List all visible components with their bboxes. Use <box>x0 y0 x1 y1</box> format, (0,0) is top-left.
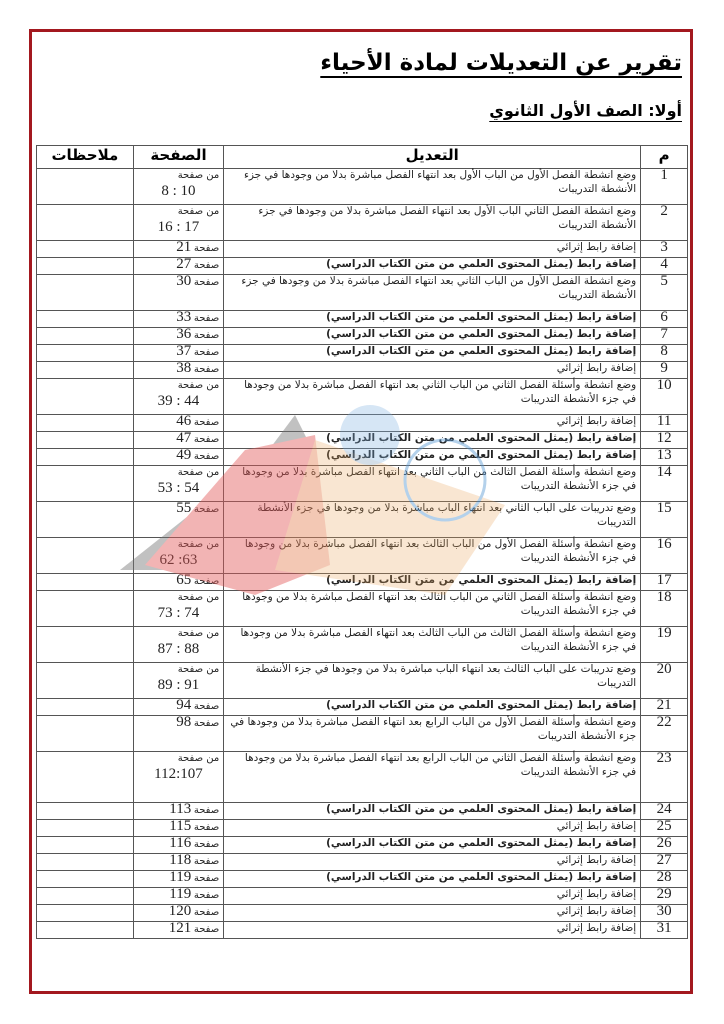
row-number: 17 <box>641 574 688 591</box>
row-number: 21 <box>641 699 688 716</box>
page-number: 54 : 53 <box>157 479 200 496</box>
row-notes <box>37 905 134 922</box>
row-notes <box>37 345 134 362</box>
page-number: 33 <box>176 309 192 325</box>
page-number: 74 : 73 <box>157 604 200 621</box>
row-page-reference <box>133 258 223 275</box>
row-notes <box>37 837 134 854</box>
row-notes <box>37 311 134 328</box>
page-label: من صفحة <box>177 592 220 603</box>
row-edit-description: إضافة رابط (يمثل المحتوى العلمي من متن الكتاب الدراسي) <box>224 803 641 820</box>
row-edit-description: إضافة رابط إثرائي <box>224 362 641 379</box>
row-page-reference <box>133 379 223 415</box>
page-label: صفحة <box>193 873 220 884</box>
row-number: 24 <box>641 803 688 820</box>
table-row <box>37 449 688 466</box>
page-number: 119 <box>169 869 192 885</box>
row-notes <box>37 275 134 311</box>
row-number: 16 <box>641 538 688 574</box>
row-notes <box>37 574 134 591</box>
page-number: 36 <box>176 326 192 342</box>
row-notes <box>37 922 134 939</box>
page-label: من صفحة <box>177 467 220 478</box>
row-notes <box>37 449 134 466</box>
table-row <box>37 502 688 538</box>
row-edit-description: إضافة رابط (يمثل المحتوى العلمي من متن الكتاب الدراسي) <box>224 328 641 345</box>
page-label: صفحة <box>193 701 220 712</box>
page-label: صفحة <box>193 364 220 375</box>
table-row <box>37 275 688 311</box>
page-label: صفحة <box>193 330 220 341</box>
row-notes <box>37 466 134 502</box>
table-row <box>37 205 688 241</box>
row-number: 27 <box>641 854 688 871</box>
row-notes <box>37 699 134 716</box>
header-notes: ملاحظات <box>37 146 134 169</box>
row-page-reference <box>133 905 223 922</box>
row-notes <box>37 752 134 803</box>
table-row <box>37 538 688 574</box>
page-number: 116 <box>169 835 192 851</box>
row-edit-description: وضع انشطة وأسئلة الفصل الثالث من الباب الثالث بعد انتهاء الفصل مباشرة بدلا من وجودها في جزء الأنشطة التدريبات <box>224 627 641 663</box>
row-page-reference <box>133 205 223 241</box>
page-label: صفحة <box>193 822 220 833</box>
row-edit-description: إضافة رابط إثرائي <box>224 888 641 905</box>
row-page-reference <box>133 449 223 466</box>
page-label: صفحة <box>193 805 220 816</box>
row-edit-description: إضافة رابط (يمثل المحتوى العلمي من متن الكتاب الدراسي) <box>224 871 641 888</box>
row-notes <box>37 241 134 258</box>
row-number: 5 <box>641 275 688 311</box>
row-number: 12 <box>641 432 688 449</box>
row-edit-description: وضع تدريبات على الباب الثالث بعد انتهاء الباب مباشرة بدلا من وجودها في جزء الأنشطة التدريبات <box>224 663 641 699</box>
row-notes <box>37 716 134 752</box>
table-row <box>37 752 688 803</box>
row-number: 3 <box>641 241 688 258</box>
page-number: 91 : 89 <box>157 676 200 693</box>
page-number: 120 <box>168 903 192 919</box>
header-edit: التعديل <box>224 146 641 169</box>
row-number: 14 <box>641 466 688 502</box>
row-notes <box>37 591 134 627</box>
row-edit-description: وضع انشطة وأسئلة الفصل الثالث من الباب الثاني بعد انتهاء الفصل مباشرة بدلا من وجودها في جزء الأنشطة التدريبات <box>224 466 641 502</box>
row-notes <box>37 258 134 275</box>
section-heading: أولا: الصف الأول الثانوي <box>489 101 682 120</box>
page-number: 44 : 39 <box>157 392 200 409</box>
row-number: 23 <box>641 752 688 803</box>
row-notes <box>37 803 134 820</box>
page-number: 65 <box>176 572 192 588</box>
row-edit-description: وضع انشطة وأسئلة الفصل الثاني من الباب الرابع بعد انتهاء الفصل مباشرة بدلا من وجودها في جزء الأنشطة التدريبات <box>224 752 641 803</box>
page-label: صفحة <box>193 576 220 587</box>
row-edit-description: إضافة رابط (يمثل المحتوى العلمي من متن الكتاب الدراسي) <box>224 449 641 466</box>
row-notes <box>37 663 134 699</box>
page-number: 115 <box>169 818 192 834</box>
row-edit-description: وضع انشطة وأسئلة الفصل الأول من الباب الرابع بعد انتهاء الفصل مباشرة بدلا من وجودها في جزء الأنشطة التدريبات <box>224 716 641 752</box>
table-row <box>37 854 688 871</box>
row-number: 8 <box>641 345 688 362</box>
row-notes <box>37 328 134 345</box>
row-page-reference <box>133 591 223 627</box>
row-edit-description: إضافة رابط (يمثل المحتوى العلمي من متن الكتاب الدراسي) <box>224 574 641 591</box>
row-notes <box>37 502 134 538</box>
row-number: 13 <box>641 449 688 466</box>
page-label: صفحة <box>193 451 220 462</box>
page-number: 10 : 8 <box>161 182 196 199</box>
page-number: 63: 62 <box>159 551 198 568</box>
row-notes <box>37 205 134 241</box>
page-number: 112:107 <box>154 765 203 782</box>
page-number: 94 <box>176 697 192 713</box>
row-page-reference <box>133 502 223 538</box>
row-edit-description: إضافة رابط إثرائي <box>224 905 641 922</box>
row-edit-description: وضع انشطة الفصل الثاني الباب الأول بعد انتهاء الفصل مباشرة بدلا من وجودها في جزء الأنشطة التدريبات <box>224 205 641 241</box>
page-label: صفحة <box>193 243 220 254</box>
page-number: 21 <box>176 239 192 255</box>
page-label: من صفحة <box>177 206 220 217</box>
row-page-reference <box>133 311 223 328</box>
page-label: صفحة <box>193 347 220 358</box>
table-row <box>37 169 688 205</box>
page-label: صفحة <box>193 924 220 935</box>
page-label: صفحة <box>193 718 220 729</box>
row-edit-description: إضافة رابط إثرائي <box>224 820 641 837</box>
row-page-reference <box>133 275 223 311</box>
row-notes <box>37 538 134 574</box>
table-row <box>37 922 688 939</box>
row-page-reference <box>133 888 223 905</box>
row-edit-description: وضع انشطة الفصل الأول من الباب الأول بعد انتهاء الفصل مباشرة بدلا من وجودها في جزء الأنشطة التدريبات <box>224 169 641 205</box>
row-page-reference <box>133 854 223 871</box>
row-page-reference <box>133 241 223 258</box>
row-edit-description: إضافة رابط إثرائي <box>224 415 641 432</box>
row-page-reference <box>133 627 223 663</box>
table-row <box>37 362 688 379</box>
row-page-reference <box>133 716 223 752</box>
table-row <box>37 241 688 258</box>
row-number: 31 <box>641 922 688 939</box>
row-edit-description: إضافة رابط إثرائي <box>224 922 641 939</box>
row-edit-description: وضع انشطة وأسئلة الفصل الأول من الباب الثالث بعد انتهاء الفصل مباشرة بدلا من وجودها في جزء الأنشطة التدريبات <box>224 538 641 574</box>
row-page-reference <box>133 538 223 574</box>
page-label: صفحة <box>193 856 220 867</box>
page-label: صفحة <box>193 313 220 324</box>
page-number: 30 <box>176 273 192 289</box>
table-row <box>37 627 688 663</box>
page-label: صفحة <box>193 434 220 445</box>
table-row <box>37 820 688 837</box>
row-page-reference <box>133 663 223 699</box>
edits-table <box>36 145 688 939</box>
row-notes <box>37 871 134 888</box>
page-number: 118 <box>169 852 192 868</box>
page-number: 37 <box>176 343 192 359</box>
row-notes <box>37 627 134 663</box>
header-number: م <box>641 146 688 169</box>
table-row <box>37 328 688 345</box>
page-number: 46 <box>176 413 192 429</box>
row-edit-description: وضع انشطة الفصل الأول من الباب الثاني بعد انتهاء الفصل مباشرة بدلا من وجودها في جزء الأنشطة التدريبات <box>224 275 641 311</box>
row-number: 28 <box>641 871 688 888</box>
table-row <box>37 379 688 415</box>
table-body <box>37 169 688 939</box>
page-number: 88 : 87 <box>157 640 200 657</box>
row-page-reference <box>133 803 223 820</box>
row-notes <box>37 415 134 432</box>
page-label: من صفحة <box>177 664 220 675</box>
row-edit-description: وضع تدريبات على الباب الثاني بعد انتهاء الباب مباشرة بدلا من وجودها في جزء الأنشطة التدريبات <box>224 502 641 538</box>
row-notes <box>37 362 134 379</box>
row-number: 11 <box>641 415 688 432</box>
header-page: الصفحة <box>133 146 223 169</box>
page-number: 55 <box>176 500 192 516</box>
page-number: 27 <box>176 256 192 272</box>
page-label: من صفحة <box>177 753 220 764</box>
row-notes <box>37 888 134 905</box>
row-edit-description: إضافة رابط (يمثل المحتوى العلمي من متن الكتاب الدراسي) <box>224 699 641 716</box>
row-number: 20 <box>641 663 688 699</box>
table-row <box>37 345 688 362</box>
row-edit-description: وضع انشطة وأسئلة الفصل الثاني من الباب الثاني بعد انتهاء الفصل مباشرة بدلا من وجودها في جزء الأنشطة التدريبات <box>224 379 641 415</box>
row-page-reference <box>133 432 223 449</box>
page-label: صفحة <box>193 890 220 901</box>
row-notes <box>37 432 134 449</box>
row-notes <box>37 379 134 415</box>
page-label: من صفحة <box>177 380 220 391</box>
row-page-reference <box>133 345 223 362</box>
row-page-reference <box>133 362 223 379</box>
row-notes <box>37 169 134 205</box>
table-row <box>37 803 688 820</box>
row-number: 2 <box>641 205 688 241</box>
row-edit-description: إضافة رابط (يمثل المحتوى العلمي من متن الكتاب الدراسي) <box>224 432 641 449</box>
table-row <box>37 663 688 699</box>
row-edit-description: إضافة رابط (يمثل المحتوى العلمي من متن الكتاب الدراسي) <box>224 311 641 328</box>
table-row <box>37 591 688 627</box>
row-number: 19 <box>641 627 688 663</box>
row-edit-description: إضافة رابط (يمثل المحتوى العلمي من متن الكتاب الدراسي) <box>224 837 641 854</box>
page-number: 49 <box>176 447 192 463</box>
page-label: صفحة <box>193 277 220 288</box>
page-number: 47 <box>176 430 192 446</box>
row-number: 30 <box>641 905 688 922</box>
row-page-reference <box>133 752 223 803</box>
page-number: 113 <box>169 801 192 817</box>
row-edit-description: إضافة رابط (يمثل المحتوى العلمي من متن الكتاب الدراسي) <box>224 345 641 362</box>
row-page-reference <box>133 699 223 716</box>
row-page-reference <box>133 871 223 888</box>
table-row <box>37 311 688 328</box>
page-label: صفحة <box>193 839 220 850</box>
row-page-reference <box>133 328 223 345</box>
page-label: من صفحة <box>177 170 220 181</box>
page-label: من صفحة <box>177 628 220 639</box>
row-number: 7 <box>641 328 688 345</box>
page-number: 119 <box>169 886 192 902</box>
page-label: من صفحة <box>177 539 220 550</box>
row-edit-description: وضع انشطة وأسئلة الفصل الثاني من الباب الثالث بعد انتهاء الفصل مباشرة بدلا من وجودها في جزء الأنشطة التدريبات <box>224 591 641 627</box>
page-label: صفحة <box>193 504 220 515</box>
row-notes <box>37 854 134 871</box>
row-number: 6 <box>641 311 688 328</box>
row-edit-description: إضافة رابط إثرائي <box>224 241 641 258</box>
row-number: 1 <box>641 169 688 205</box>
row-page-reference <box>133 169 223 205</box>
row-number: 25 <box>641 820 688 837</box>
page-label: صفحة <box>193 907 220 918</box>
row-page-reference <box>133 466 223 502</box>
table-row <box>37 574 688 591</box>
row-edit-description: إضافة رابط إثرائي <box>224 854 641 871</box>
page-number: 98 <box>176 714 192 730</box>
table-row <box>37 432 688 449</box>
row-number: 15 <box>641 502 688 538</box>
row-page-reference <box>133 820 223 837</box>
document-title: تقرير عن التعديلات لمادة الأحياء <box>320 50 682 76</box>
page-label: صفحة <box>193 417 220 428</box>
row-number: 9 <box>641 362 688 379</box>
row-number: 26 <box>641 837 688 854</box>
row-number: 10 <box>641 379 688 415</box>
table-row <box>37 716 688 752</box>
page-number: 121 <box>168 920 192 936</box>
row-number: 4 <box>641 258 688 275</box>
page-label: صفحة <box>193 260 220 271</box>
row-page-reference <box>133 574 223 591</box>
row-number: 22 <box>641 716 688 752</box>
table-row <box>37 699 688 716</box>
row-page-reference <box>133 922 223 939</box>
table-row <box>37 415 688 432</box>
row-number: 29 <box>641 888 688 905</box>
table-row <box>37 871 688 888</box>
row-number: 18 <box>641 591 688 627</box>
table-row <box>37 466 688 502</box>
row-page-reference <box>133 415 223 432</box>
row-notes <box>37 820 134 837</box>
page-number: 38 <box>176 360 192 376</box>
table-row <box>37 888 688 905</box>
table-row <box>37 905 688 922</box>
row-page-reference <box>133 837 223 854</box>
table-row <box>37 258 688 275</box>
page-number: 17 : 16 <box>157 218 200 235</box>
table-row <box>37 837 688 854</box>
table-header-row <box>37 146 688 169</box>
row-edit-description: إضافة رابط (يمثل المحتوى العلمي من متن الكتاب الدراسي) <box>224 258 641 275</box>
